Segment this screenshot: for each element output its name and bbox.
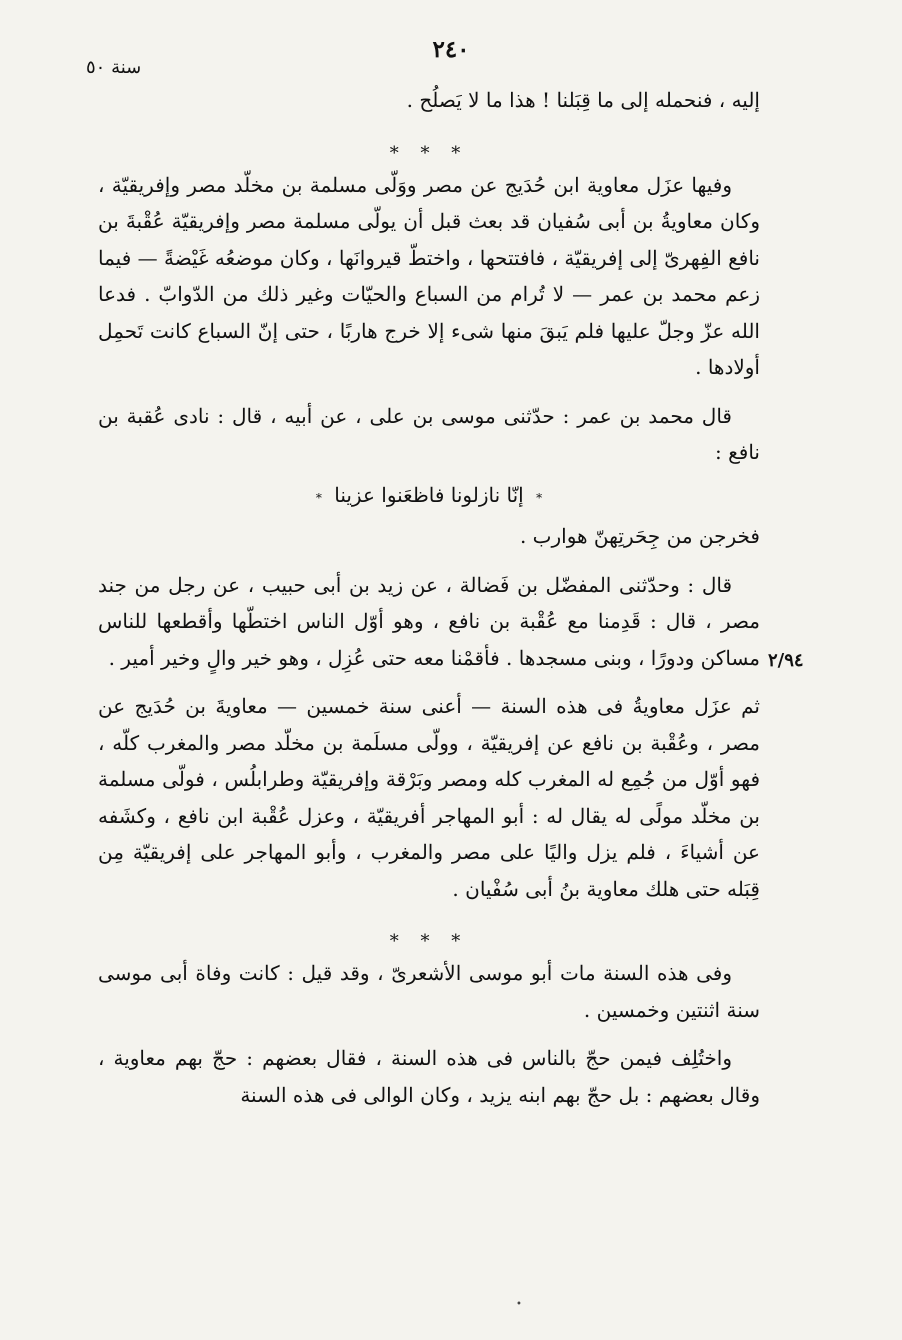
paragraph-2: وفيها عزَل معاوية ابن حُدَيج عن مصر ووَلّى مسلمة بن مخلّد مصر وإفريقيّة ، وكان معاويةُ بن أبى سُفيان قد بعث قبل أن يولّى مسلمة مصر وإفريقيّة عُقْبةَ بن نافع الفِهرىّ إلى إفريقيّة ، فافتتحها ، واختطّ قيروانَها ، وكان موضعُه غَيْضةً — فيما زعم محمد بن عمر — لا تُرام من السباع والحيّات وغير ذلك من الدّوابّ . فدعا الله عزّ وجلّ عليها فلم يَبقَ منها شىء إلا خرج هاربًا ، حتى إنّ السباع كانت تَحمِل أولادها . <box>98 172 760 379</box>
paragraph-6: ثم عزَل معاويةُ فى هذه السنة — أعنى سنة خمسين — معاويةَ بن حُدَيج عن مصر ، وعُقْبة بن نافع عن إفريقيّة ، وولّى مسلَمة بن مخلّد مصر والمغرب كلّه ، فهو أوّل من جُمِع له المغرب كله ومصر وبَرْقة وإفريقيّة وطرابلُس ، فولّى مسلمة بن مخلّد مولًى له يقال له : أبو المهاجر أفريقيّة ، وعزل عُقْبة ابن نافع ، وكشَفه عن أشياءَ ، فلم يزل واليًا على مصر والمغرب ، وأبو المهاجر على إفريقيّة مِن قِبَله حتى هلك معاوية بنُ أبى سُفْيان . <box>98 694 760 901</box>
paragraph-3: قال محمد بن عمر : حدّثنى موسى بن على ، عن أبيه ، قال : نادى عُقبة بن نافع : <box>98 403 760 464</box>
margin-reference: ٢/٩٤ <box>768 650 804 671</box>
verse-text: إنّا نازلونا فاظعَنوا عزينا <box>334 482 524 507</box>
running-head-year: سنة ٥٠ <box>86 57 142 78</box>
section-separator-1: * * * <box>389 142 469 164</box>
page-number: ٢٤٠ <box>432 36 470 63</box>
paragraph-5: قال : وحدّثنى المفضّل بن فَضالة ، عن زيد بن أبى حبيب ، عن رجل من جند مصر ، قال : قَدِمنا مع عُقْبة بن نافع ، وهو أوّل الناس اختطّها وأقطعها للناس مساكن ودورًا ، وبنى مسجدها . فأقمْنا معه حتى عُزِل ، وهو خير والٍ وخير أمير . <box>98 572 760 670</box>
verse-marker-left: * <box>315 490 322 505</box>
paragraph-4: فخرجن من جِحَرتِهنّ هوارب . <box>519 524 760 548</box>
paragraph-1: إليه ، فنحمله إلى ما قِبَلنا ! هذا ما لا يَصلُح . <box>406 88 760 112</box>
footer-dot-ornament: • <box>516 1299 522 1310</box>
section-separator-2: * * * <box>389 931 469 952</box>
paragraph-8: واختُلِف فيمن حجّ بالناس فى هذه السنة ، فقال بعضهم : حجّ بهم معاوية ، وقال بعضهم : بل حجّ بهم ابنه يزيد ، وكان الوالى فى هذه السنة <box>98 1046 760 1107</box>
paragraph-7: وفى هذه السنة مات أبو موسى الأشعرىّ ، وقد قيل : كانت وفاة أبى موسى سنة اثنتين وخمسين . <box>98 961 760 1022</box>
verse-marker-right: * <box>536 490 543 505</box>
verse-line <box>98 477 760 517</box>
main-text <box>98 82 760 1125</box>
